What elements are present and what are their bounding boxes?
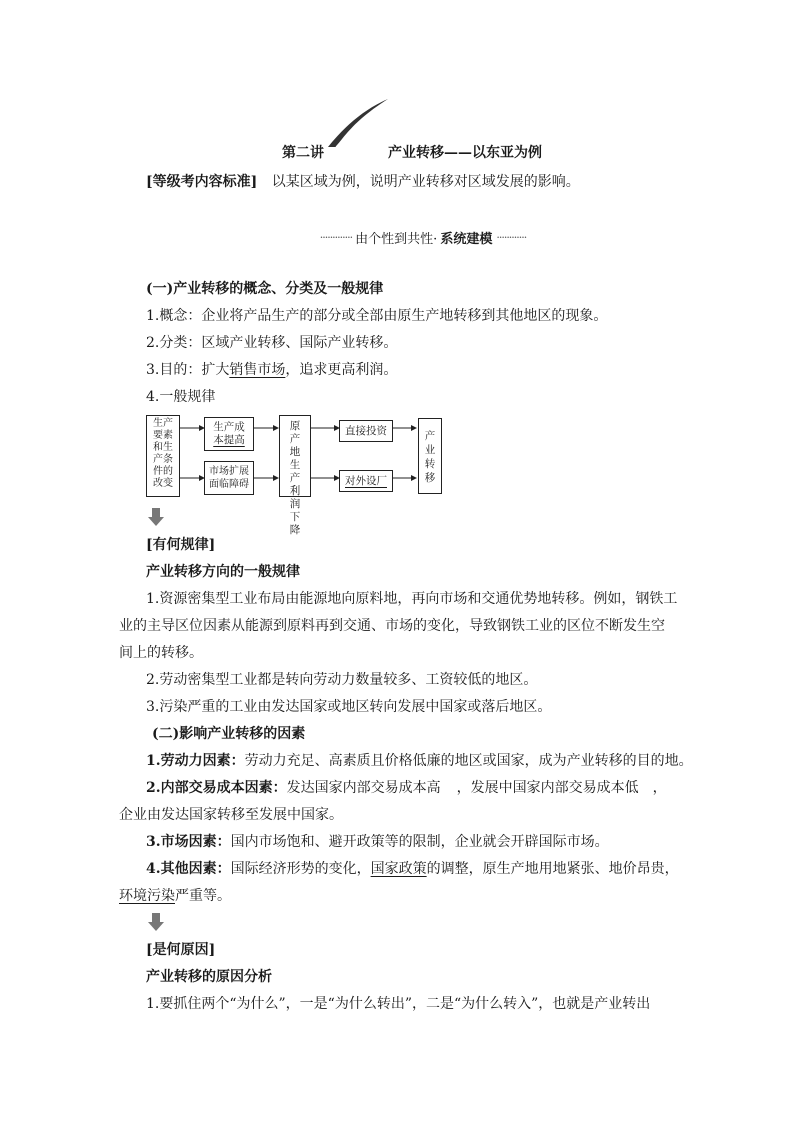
- reasons-heading: 产业转移的原因分析: [146, 969, 272, 985]
- factor-market-label: 3.市场因素：: [146, 834, 231, 850]
- purpose-post: ，追求更高利润。: [285, 362, 398, 378]
- factor-other: [146, 859, 679, 879]
- rule3: 3.污染严重的工业由发达国家或地区转向发展中国家或落后地区。: [146, 699, 552, 715]
- cost-rise-line1: 生产成: [213, 421, 245, 433]
- lecture-title: 产业转移——以东亚为例: [388, 145, 542, 161]
- diagram-box-factor-change: 生产要素和生产条件的改变: [146, 415, 180, 497]
- concept-item: 1.概念：企业将产品生产的部分或全部由原生产地转移到其他地区的现象。: [146, 308, 608, 324]
- factor-other-text-a: 国际经济形势的变化，: [230, 861, 371, 877]
- factor-transaction-line2: 企业由发达国家转移至发展中国家。: [119, 807, 343, 823]
- diagram-box-profit-drop: 原产地生产利润下降: [279, 415, 311, 497]
- rules-heading: 产业转移方向的一般规律: [146, 564, 300, 580]
- down-arrow-icon: [148, 913, 164, 931]
- banner-right-text: 系统建模: [440, 231, 493, 247]
- factor-labor: [146, 751, 693, 771]
- market-barrier-line1: 市场扩展: [209, 466, 249, 477]
- diagram-box-direct-investment: 直接投资: [339, 420, 393, 442]
- factor-labor-text: 劳动力充足、高素质且价格低廉的地区或国家，成为产业转移的目的地。: [244, 753, 693, 769]
- diagram-box-market-barrier: [204, 461, 254, 495]
- content-standard: [146, 171, 580, 191]
- diagram-box-overseas-factory: [339, 470, 393, 492]
- factor-other-text-b: 的调整，原生产地用地紧张、地价昂贵，: [426, 861, 679, 877]
- lecture-number: 第二讲: [282, 145, 324, 161]
- purpose-pre: 3.目的：扩大: [146, 362, 230, 378]
- banner-dots-left: ·············: [319, 230, 353, 244]
- factor-other-underlined: 国家政策: [370, 861, 427, 877]
- rule1-line2: 业的主导区位因素从能源到原料再到交通、市场的变化，导致钢铁工业的区位不断发生空: [119, 618, 665, 634]
- down-arrow-icon: [148, 508, 164, 526]
- general-rule-item: 4.一般规律: [146, 389, 216, 405]
- cost-rise-line2: 本提高: [213, 434, 245, 446]
- factor-transaction-b: ，发展中国家内部交易成本低: [456, 780, 639, 796]
- rule2: 2.劳动密集型工业都是转向劳动力数量较多、工资较低的地区。: [146, 672, 538, 688]
- factor-transaction-label: 2.内部交易成本因素：: [146, 780, 287, 796]
- market-barrier-line2: 面临障碍: [209, 479, 249, 490]
- factor-other-label: 4.其他因素：: [146, 861, 231, 877]
- reasons-tag: [是何原因]: [146, 942, 216, 958]
- factor-market: [146, 832, 609, 852]
- section-banner: [288, 229, 558, 245]
- rule1-line3: 间上的转移。: [119, 645, 203, 661]
- purpose-item: [146, 360, 397, 380]
- diagram-box-industry-transfer: 产业转移: [418, 418, 442, 494]
- standard-text: 以某区域为例，说明产业转移对区域发展的影响。: [271, 174, 580, 190]
- standard-tag: [等级考内容标准]: [146, 174, 258, 190]
- diagram-box-cost-rise: [204, 417, 254, 451]
- factor-transaction-a: 发达国家内部交易成本高: [286, 780, 441, 796]
- reason1-line1: 1.要抓住两个“为什么”，一是“为什么转出”，二是“为什么转入”，也就是产业转出: [146, 996, 651, 1012]
- part1-heading: (一)产业转移的概念、分类及一般规律: [146, 281, 384, 297]
- factor-transaction: [146, 778, 667, 798]
- overseas-factory-text: 对外设厂: [345, 475, 387, 487]
- purpose-underlined: 销售市场: [229, 362, 286, 378]
- page-title: [0, 140, 794, 164]
- factor-market-text: 国内市场饱和、避开政策等的限制，企业就会开辟国际市场。: [230, 834, 609, 850]
- factor-transaction-c: ，: [652, 780, 667, 796]
- rules-tag: [有何规律]: [146, 537, 216, 553]
- factor-other-line2: [119, 886, 231, 906]
- banner-left-text: 由个性到共性·: [355, 231, 438, 247]
- factor-labor-label: 1.劳动力因素：: [146, 753, 245, 769]
- factors-heading: (二)影响产业转移的因素: [152, 726, 306, 742]
- factor-other-line2-underlined: 环境污染: [119, 888, 175, 904]
- category-item: 2.分类：区域产业转移、国际产业转移。: [146, 335, 398, 351]
- factor-other-line2-post: 严重等。: [175, 888, 231, 904]
- rule1-line1: 1.资源密集型工业布局由能源地向原料地，再向市场和交通优势地转移。例如，钢铁工: [146, 591, 678, 607]
- banner-dots-right: ············: [496, 230, 527, 244]
